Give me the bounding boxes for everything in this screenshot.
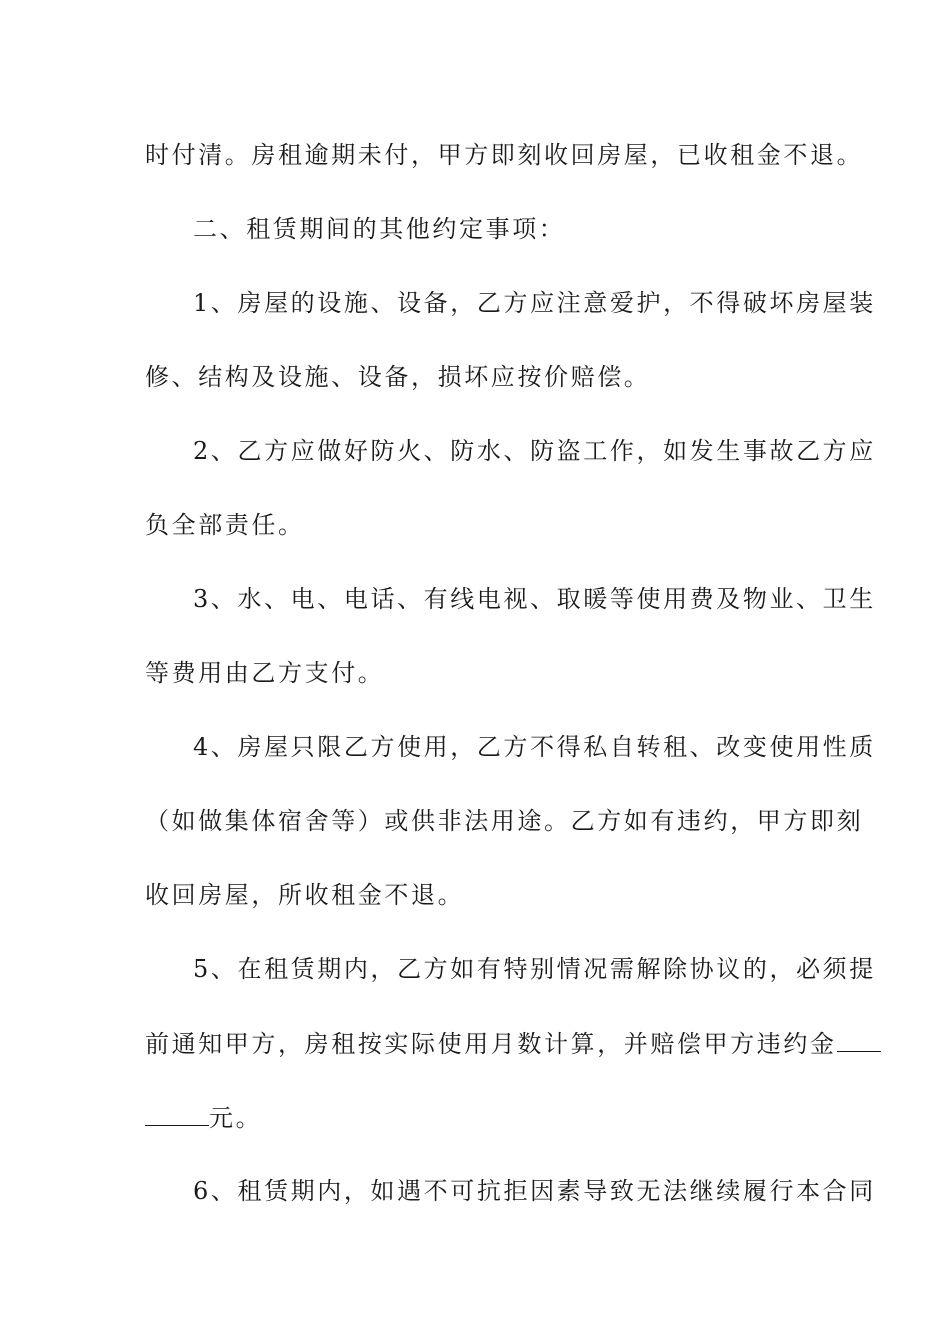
clause-6-line-1: 6、租赁期内，如遇不可抗拒因素导致无法继续履行本合同 <box>193 1177 876 1205</box>
clause-2-line-1: 2、乙方应做好防火、防水、防盗工作，如发生事故乙方应 <box>193 437 876 465</box>
penalty-blank-field <box>837 1025 881 1052</box>
clause-3-line-2: 等费用由乙方支付。 <box>145 659 385 687</box>
paragraph-line: 时付清。房租逾期未付，甲方即刻收回房屋，已收租金不退。 <box>145 141 864 169</box>
penalty-blank-field-continued <box>145 1099 209 1126</box>
clause-4-line-3: 收回房屋，所收租金不退。 <box>145 881 465 909</box>
clause-3-line-1: 3、水、电、电话、有线电视、取暖等使用费及物业、卫生 <box>193 585 876 613</box>
clause-1-line-2: 修、结构及设施、设备，损坏应按价赔偿。 <box>145 363 651 391</box>
clause-1-line-1: 1、房屋的设施、设备，乙方应注意爱护，不得破坏房屋装 <box>193 289 876 317</box>
clause-4-line-1: 4、房屋只限乙方使用，乙方不得私自转租、改变使用性质 <box>193 733 876 761</box>
currency-unit: 元。 <box>209 1104 263 1132</box>
section-heading: 二、租赁期间的其他约定事项： <box>193 215 566 243</box>
clause-2-line-2: 负全部责任。 <box>145 511 305 539</box>
clause-5-line-3 <box>145 1099 815 1135</box>
clause-5-line-2 <box>145 1025 837 1061</box>
clause-5-line-1: 5、在租赁期内，乙方如有特别情况需解除协议的，必须提 <box>193 955 876 983</box>
clause-5-text: 前通知甲方，房租按实际使用月数计算，并赔偿甲方违约金 <box>145 1030 837 1058</box>
clause-4-line-2: （如做集体宿舍等）或供非法用途。乙方如有违约，甲方即刻 <box>145 807 864 835</box>
